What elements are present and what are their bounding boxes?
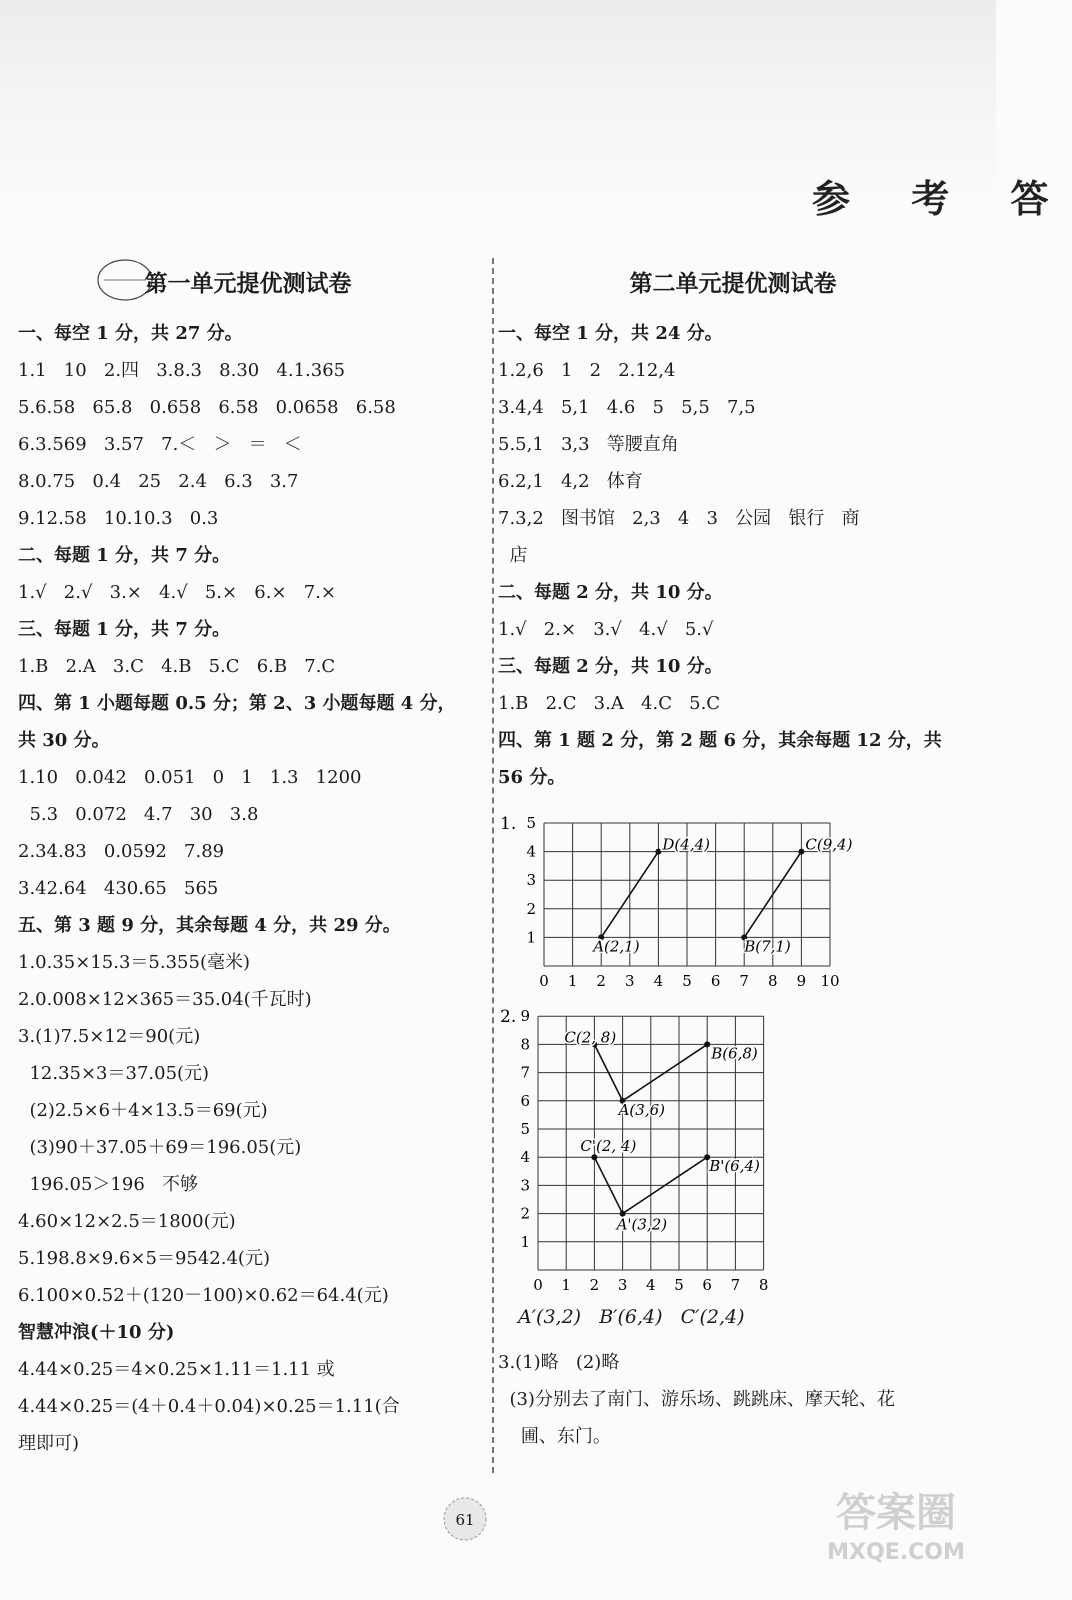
answer-line: 6.3.569 3.57 7.＜ ＞ ＝ ＜ — [18, 434, 302, 455]
x-tick-label: 7 — [739, 972, 749, 990]
y-tick-label: 9 — [520, 1007, 530, 1026]
section-heading: 共 30 分。 — [18, 730, 110, 751]
answer-line: 5.5,1 3,3 等腰直角 — [498, 434, 679, 455]
answer-line: 5.6.58 65.8 0.658 6.58 0.0658 6.58 — [18, 397, 396, 418]
x-tick-label: 6 — [710, 972, 721, 990]
x-tick-label: 8 — [758, 1276, 769, 1294]
x-tick-label: 0 — [533, 1276, 543, 1294]
answer-line: 4.44×0.25＝(4＋0.4＋0.04)×0.25＝1.11(合 — [18, 1396, 400, 1417]
watermark-url: MXQE.COM — [827, 1540, 965, 1565]
point-label: B'(6,4) — [709, 1157, 760, 1176]
section-heading: 二、每题 1 分，共 7 分。 — [18, 545, 231, 566]
section-heading: 二、每题 2 分，共 10 分。 — [498, 582, 723, 603]
y-tick-label: 5 — [520, 1120, 530, 1138]
x-tick-label: 4 — [653, 972, 664, 990]
x-tick-label: 4 — [646, 1276, 656, 1294]
watermark — [806, 1488, 986, 1588]
answer-line: 9.12.58 10.10.3 0.3 — [18, 508, 219, 529]
column-divider — [492, 258, 494, 1473]
y-tick-label: 7 — [520, 1063, 530, 1082]
answer-line: 1.√ 2.× 3.√ 4.√ 5.√ — [498, 619, 714, 640]
transformed-coordinates: A′(3,2) B′(6,4) C′(2,4) — [518, 1306, 745, 1328]
answer-line: (3)分别去了南门、游乐场、跳跳床、摩天轮、花 — [498, 1389, 895, 1410]
point-label: A(3,6) — [618, 1100, 666, 1119]
answer-line: 3.(1)略 (2)略 — [498, 1352, 620, 1373]
answer-line: 1.1 10 2.四 3.8.3 8.30 4.1.365 — [18, 360, 346, 381]
x-tick-label: 1 — [561, 1276, 571, 1294]
page-title: 参 考 答 — [812, 176, 1072, 221]
x-tick-label: 8 — [768, 972, 778, 990]
y-tick-label: 3 — [526, 871, 536, 890]
section-heading: 一、每空 1 分，共 27 分。 — [18, 323, 243, 344]
answer-line: 5.198.8×9.6×5＝9542.4(元) — [18, 1248, 270, 1269]
answer-line: 12.35×3＝37.05(元) — [18, 1063, 210, 1084]
answer-line: 1.0.35×15.3＝5.355(毫米) — [18, 952, 250, 973]
y-tick-label: 2 — [520, 1204, 530, 1223]
answer-line: 理即可) — [18, 1433, 80, 1454]
answer-line: 3.42.64 430.65 565 — [18, 878, 219, 899]
answer-line: 7.3,2 图书馆 2,3 4 3 公园 银行 商 — [498, 508, 860, 529]
unit2-title: 第二单元提优测试卷 — [629, 270, 837, 297]
answer-line: 6.2,1 4,2 体育 — [498, 471, 643, 492]
x-tick-label: 7 — [730, 1276, 741, 1294]
unit2-tail-answers — [498, 1344, 968, 1455]
section-heading: 四、第 1 题 2 分，第 2 题 6 分，其余每题 12 分，共 — [498, 730, 942, 751]
point-label: C(9,4) — [805, 835, 853, 854]
unit1-column — [18, 265, 478, 1462]
section-heading: 56 分。 — [498, 767, 566, 788]
point-label: B(6,8) — [711, 1044, 758, 1063]
y-tick-label: 2 — [526, 899, 536, 918]
point-label: C'(2, 4) — [580, 1137, 637, 1156]
x-tick-label: 1 — [567, 972, 578, 990]
point-marker — [798, 849, 804, 855]
x-tick-label: 3 — [617, 1276, 628, 1294]
answer-line: 1.B 2.A 3.C 4.B 5.C 6.B 7.C — [18, 656, 336, 677]
answer-line: 店 — [498, 545, 528, 566]
x-tick-label: 0 — [539, 972, 549, 990]
answer-line: 2.34.83 0.0592 7.89 — [18, 841, 225, 862]
point-marker — [704, 1041, 710, 1047]
answer-line: 1.2,6 1 2 2.12,4 — [498, 360, 676, 381]
section-heading: 四、第 1 小题每题 0.5 分；第 2、3 小题每题 4 分， — [18, 693, 456, 714]
unit1-answers — [18, 315, 478, 1462]
point-label: A'(3,2) — [616, 1215, 668, 1234]
answer-line: 6.100×0.52＋(120－100)×0.62＝64.4(元) — [18, 1285, 389, 1306]
x-tick-label: 6 — [702, 1276, 712, 1294]
answer-line: 8.0.75 0.4 25 2.4 6.3 3.7 — [18, 471, 299, 492]
watermark-title: 答案圈 — [836, 1490, 956, 1536]
x-tick-label: 3 — [625, 972, 635, 990]
section-heading: 三、每题 1 分，共 7 分。 — [18, 619, 231, 640]
point-marker — [655, 849, 661, 855]
y-tick-label: 3 — [520, 1176, 530, 1195]
y-tick-label: 8 — [520, 1035, 530, 1054]
answer-line: 3.(1)7.5×12＝90(元) — [18, 1026, 201, 1047]
section-heading: 五、第 3 题 9 分，其余每题 4 分，共 29 分。 — [18, 915, 401, 936]
y-tick-label: 1 — [520, 1232, 530, 1251]
y-tick-label: 4 — [526, 842, 536, 861]
x-tick-label: 5 — [674, 1276, 684, 1294]
y-tick-label: 5 — [526, 814, 536, 832]
page-number: 61 — [455, 1511, 475, 1529]
answer-line: 5.3 0.072 4.7 30 3.8 — [18, 804, 259, 825]
point-label: C(2, 8) — [564, 1028, 617, 1047]
answer-line: 2.0.008×12×365＝35.04(千瓦时) — [18, 989, 312, 1010]
answer-line: (3)90＋37.05＋69＝196.05(元) — [18, 1137, 302, 1158]
question-number: 2. — [500, 1007, 517, 1028]
section-heading: 三、每题 2 分，共 10 分。 — [498, 656, 723, 677]
answer-line: 196.05＞196 不够 — [18, 1174, 198, 1195]
point-label: A(2,1) — [593, 937, 640, 956]
answer-line: 1.10 0.042 0.051 0 1 1.3 1200 — [18, 767, 362, 788]
x-tick-label: 5 — [682, 972, 692, 990]
coordinate-grid-1 — [498, 812, 858, 1002]
y-tick-label: 4 — [520, 1148, 530, 1167]
x-tick-label: 2 — [596, 972, 606, 990]
y-tick-label: 1 — [526, 928, 536, 947]
section-heading: 一、每空 1 分，共 24 分。 — [498, 323, 723, 344]
question-number: 1. — [500, 814, 517, 834]
coordinate-grid-2 — [498, 1006, 788, 1298]
answer-line: 4.44×0.25＝4×0.25×1.11＝1.11 或 — [18, 1359, 335, 1380]
answer-line: 3.4,4 5,1 4.6 5 5,5 7,5 — [498, 397, 756, 418]
answer-line: 1.B 2.C 3.A 4.C 5.C — [498, 693, 721, 714]
x-tick-label: 2 — [589, 1276, 600, 1294]
x-tick-label: 10 — [820, 972, 840, 990]
answer-line: 4.60×12×2.5＝1800(元) — [18, 1211, 236, 1232]
unit1-title: 第一单元提优测试卷 — [144, 270, 352, 297]
unit2-answers — [498, 315, 968, 796]
x-tick-label: 9 — [796, 972, 807, 990]
answer-line: (2)2.5×6＋4×13.5＝69(元) — [18, 1100, 268, 1121]
answer-line: 1.√ 2.√ 3.× 4.√ 5.× 6.× 7.× — [18, 582, 336, 603]
page-number-badge — [440, 1494, 490, 1544]
point-label: D(4,4) — [662, 835, 710, 854]
section-heading: 智慧冲浪(＋10 分) — [18, 1322, 175, 1343]
unit2-column — [498, 265, 968, 796]
point-label: B(7,1) — [744, 937, 791, 956]
answer-line: 圃、东门。 — [498, 1426, 611, 1447]
y-tick-label: 6 — [520, 1091, 530, 1110]
